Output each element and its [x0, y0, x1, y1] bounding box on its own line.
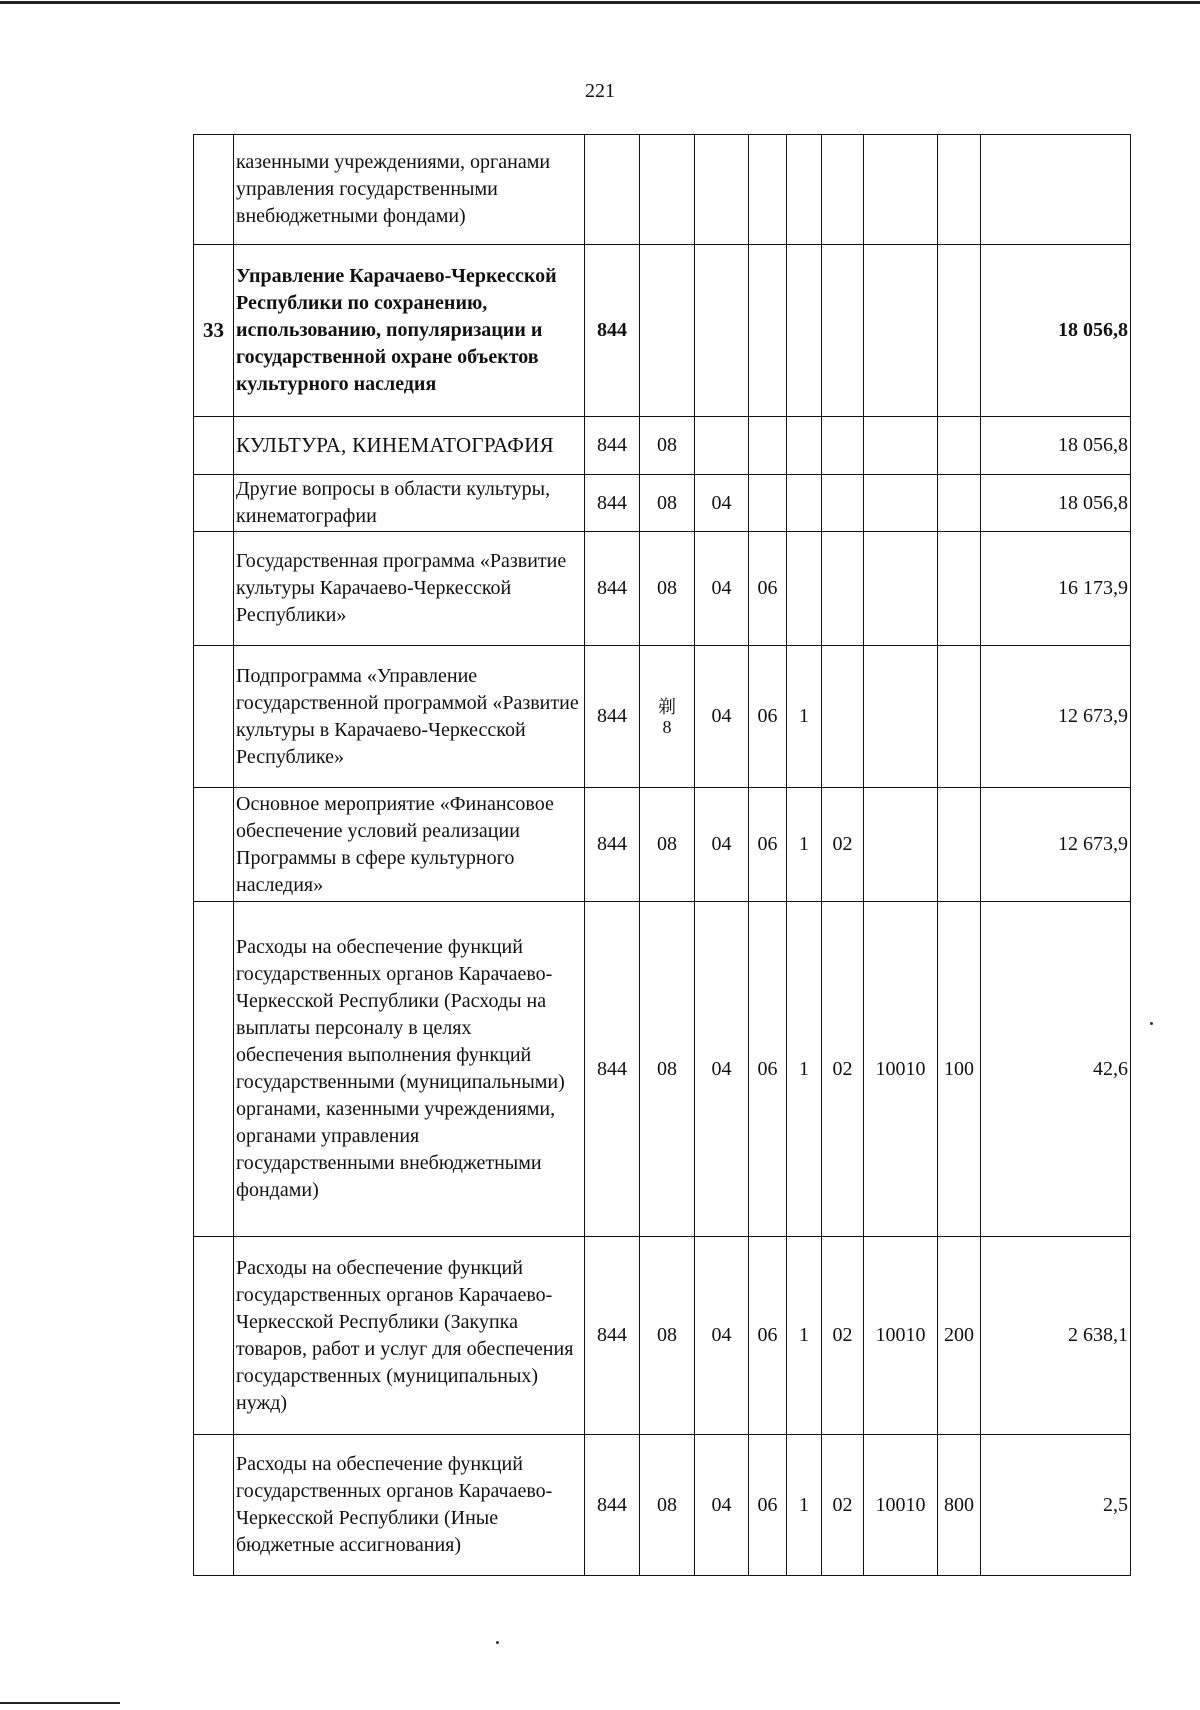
table-row [194, 417, 1131, 475]
code-event: 02 [822, 1435, 864, 1576]
row-name: Основное мероприятие «Финансовое обеспечение условий реализации Программы в сфере культурного наследия» [234, 788, 585, 902]
code-section: 08 [640, 1435, 695, 1576]
table-row [194, 245, 1131, 417]
row-amount: 12 673,9 [981, 788, 1131, 902]
row-number [194, 1435, 234, 1576]
row-amount: 18 056,8 [981, 475, 1131, 532]
code-subsection [695, 417, 749, 475]
code-subsection [695, 245, 749, 417]
code-event [822, 646, 864, 788]
row-number [194, 646, 234, 788]
table-row [194, 646, 1131, 788]
code-direction [864, 135, 938, 245]
row-name: казенными учреждениями, органами управления государственными внебюджетными фондами) [234, 135, 585, 245]
code-section: 08 [640, 1237, 695, 1435]
row-name: КУЛЬТУРА, КИНЕМАТОГРАФИЯ [234, 417, 585, 475]
code-subsection: 04 [695, 788, 749, 902]
row-number: 33 [194, 245, 234, 417]
code-direction: 10010 [864, 1237, 938, 1435]
code-subprogram: 1 [787, 1435, 822, 1576]
scan-speck [1150, 1022, 1153, 1025]
code-section: 08 [640, 475, 695, 532]
bottom-edge-line [0, 1702, 120, 1704]
code-subprogram: 1 [787, 646, 822, 788]
code-subprogram [787, 417, 822, 475]
code-subsection: 04 [695, 1435, 749, 1576]
code-program: 06 [749, 788, 787, 902]
code-direction [864, 417, 938, 475]
code-program [749, 245, 787, 417]
code-gr: 844 [585, 1237, 640, 1435]
code-event [822, 245, 864, 417]
code-expense-type [938, 417, 981, 475]
code-subsection: 04 [695, 532, 749, 646]
code-event: 02 [822, 902, 864, 1237]
row-number [194, 475, 234, 532]
code-expense-type: 800 [938, 1435, 981, 1576]
code-program: 06 [749, 532, 787, 646]
code-subprogram: 1 [787, 1237, 822, 1435]
code-subprogram [787, 245, 822, 417]
row-number [194, 135, 234, 245]
code-gr: 844 [585, 646, 640, 788]
code-event [822, 532, 864, 646]
code-gr: 844 [585, 245, 640, 417]
code-program [749, 475, 787, 532]
row-name: Подпрограмма «Управление государственной программой «Развитие культуры в Карачаево-Черкесской Республике» [234, 646, 585, 788]
row-name: Управление Карачаево-Черкесской Республики по сохранению, использованию, популяризации и государственной охране объектов культурного наследия [234, 245, 585, 417]
code-expense-type [938, 475, 981, 532]
code-direction [864, 646, 938, 788]
code-event: 02 [822, 788, 864, 902]
row-name: Расходы на обеспечение функций государственных органов Карачаево-Черкесской Республики (Иные бюджетные ассигнования) [234, 1435, 585, 1576]
code-program: 06 [749, 902, 787, 1237]
table-row [194, 1237, 1131, 1435]
code-subprogram: 1 [787, 902, 822, 1237]
budget-table [193, 134, 1131, 1576]
code-subsection: 04 [695, 646, 749, 788]
row-amount: 2,5 [981, 1435, 1131, 1576]
table-row [194, 788, 1131, 902]
code-direction: 10010 [864, 1435, 938, 1576]
code-gr: 844 [585, 532, 640, 646]
table-row [194, 475, 1131, 532]
row-number [194, 1237, 234, 1435]
code-gr: 844 [585, 788, 640, 902]
code-event [822, 135, 864, 245]
row-name: Расходы на обеспечение функций государственных органов Карачаево-Черкесской Республики (Расходы на выплаты персоналу в целях обеспечения выполнения функций государственными (муниципальными) органами, казенными учреждениями, органами управления государственными внебюджетными фондами) [234, 902, 585, 1237]
top-border-line [0, 1, 1200, 4]
code-gr [585, 135, 640, 245]
code-section [640, 135, 695, 245]
row-number [194, 788, 234, 902]
code-direction [864, 245, 938, 417]
code-section: 08 [640, 788, 695, 902]
row-amount [981, 135, 1131, 245]
code-expense-type [938, 135, 981, 245]
code-expense-type: 200 [938, 1237, 981, 1435]
row-amount: 2 638,1 [981, 1237, 1131, 1435]
row-name: Расходы на обеспечение функций государственных органов Карачаево-Черкесской Республики (Закупка товаров, работ и услуг для обеспечения государственных (муниципальных) нужд) [234, 1237, 585, 1435]
code-event [822, 417, 864, 475]
code-event [822, 475, 864, 532]
code-section-digit: 8 [662, 716, 672, 737]
code-section: 08 [640, 902, 695, 1237]
code-subsection: 04 [695, 902, 749, 1237]
code-expense-type [938, 532, 981, 646]
code-direction: 10010 [864, 902, 938, 1237]
code-program: 06 [749, 1435, 787, 1576]
code-program [749, 417, 787, 475]
code-section [640, 646, 695, 788]
row-name: Другие вопросы в области культуры, кинематографии [234, 475, 585, 532]
row-amount: 18 056,8 [981, 245, 1131, 417]
table-row [194, 135, 1131, 245]
code-subprogram: 1 [787, 788, 822, 902]
scan-artifact-glyph: 剃 [658, 696, 676, 717]
row-number [194, 902, 234, 1237]
row-name: Государственная программа «Развитие культуры Карачаево-Черкесской Республики» [234, 532, 585, 646]
code-gr: 844 [585, 417, 640, 475]
code-section: 08 [640, 417, 695, 475]
code-program: 06 [749, 1237, 787, 1435]
table-row [194, 902, 1131, 1237]
code-gr: 844 [585, 1435, 640, 1576]
code-subsection: 04 [695, 1237, 749, 1435]
code-subprogram [787, 532, 822, 646]
code-direction [864, 475, 938, 532]
table-row [194, 1435, 1131, 1576]
row-number [194, 417, 234, 475]
row-amount: 18 056,8 [981, 417, 1131, 475]
code-expense-type [938, 245, 981, 417]
code-subprogram [787, 475, 822, 532]
code-section [640, 245, 695, 417]
code-program: 06 [749, 646, 787, 788]
code-expense-type [938, 646, 981, 788]
code-program [749, 135, 787, 245]
row-amount: 42,6 [981, 902, 1131, 1237]
page-number: 221 [585, 80, 615, 102]
code-gr: 844 [585, 902, 640, 1237]
code-event: 02 [822, 1237, 864, 1435]
code-subsection [695, 135, 749, 245]
table-row [194, 532, 1131, 646]
code-expense-type [938, 788, 981, 902]
code-gr: 844 [585, 475, 640, 532]
code-section: 08 [640, 532, 695, 646]
row-amount: 16 173,9 [981, 532, 1131, 646]
scan-speck [496, 1641, 499, 1644]
code-subprogram [787, 135, 822, 245]
row-amount: 12 673,9 [981, 646, 1131, 788]
code-direction [864, 532, 938, 646]
code-subsection: 04 [695, 475, 749, 532]
code-direction [864, 788, 938, 902]
row-number [194, 532, 234, 646]
code-expense-type: 100 [938, 902, 981, 1237]
